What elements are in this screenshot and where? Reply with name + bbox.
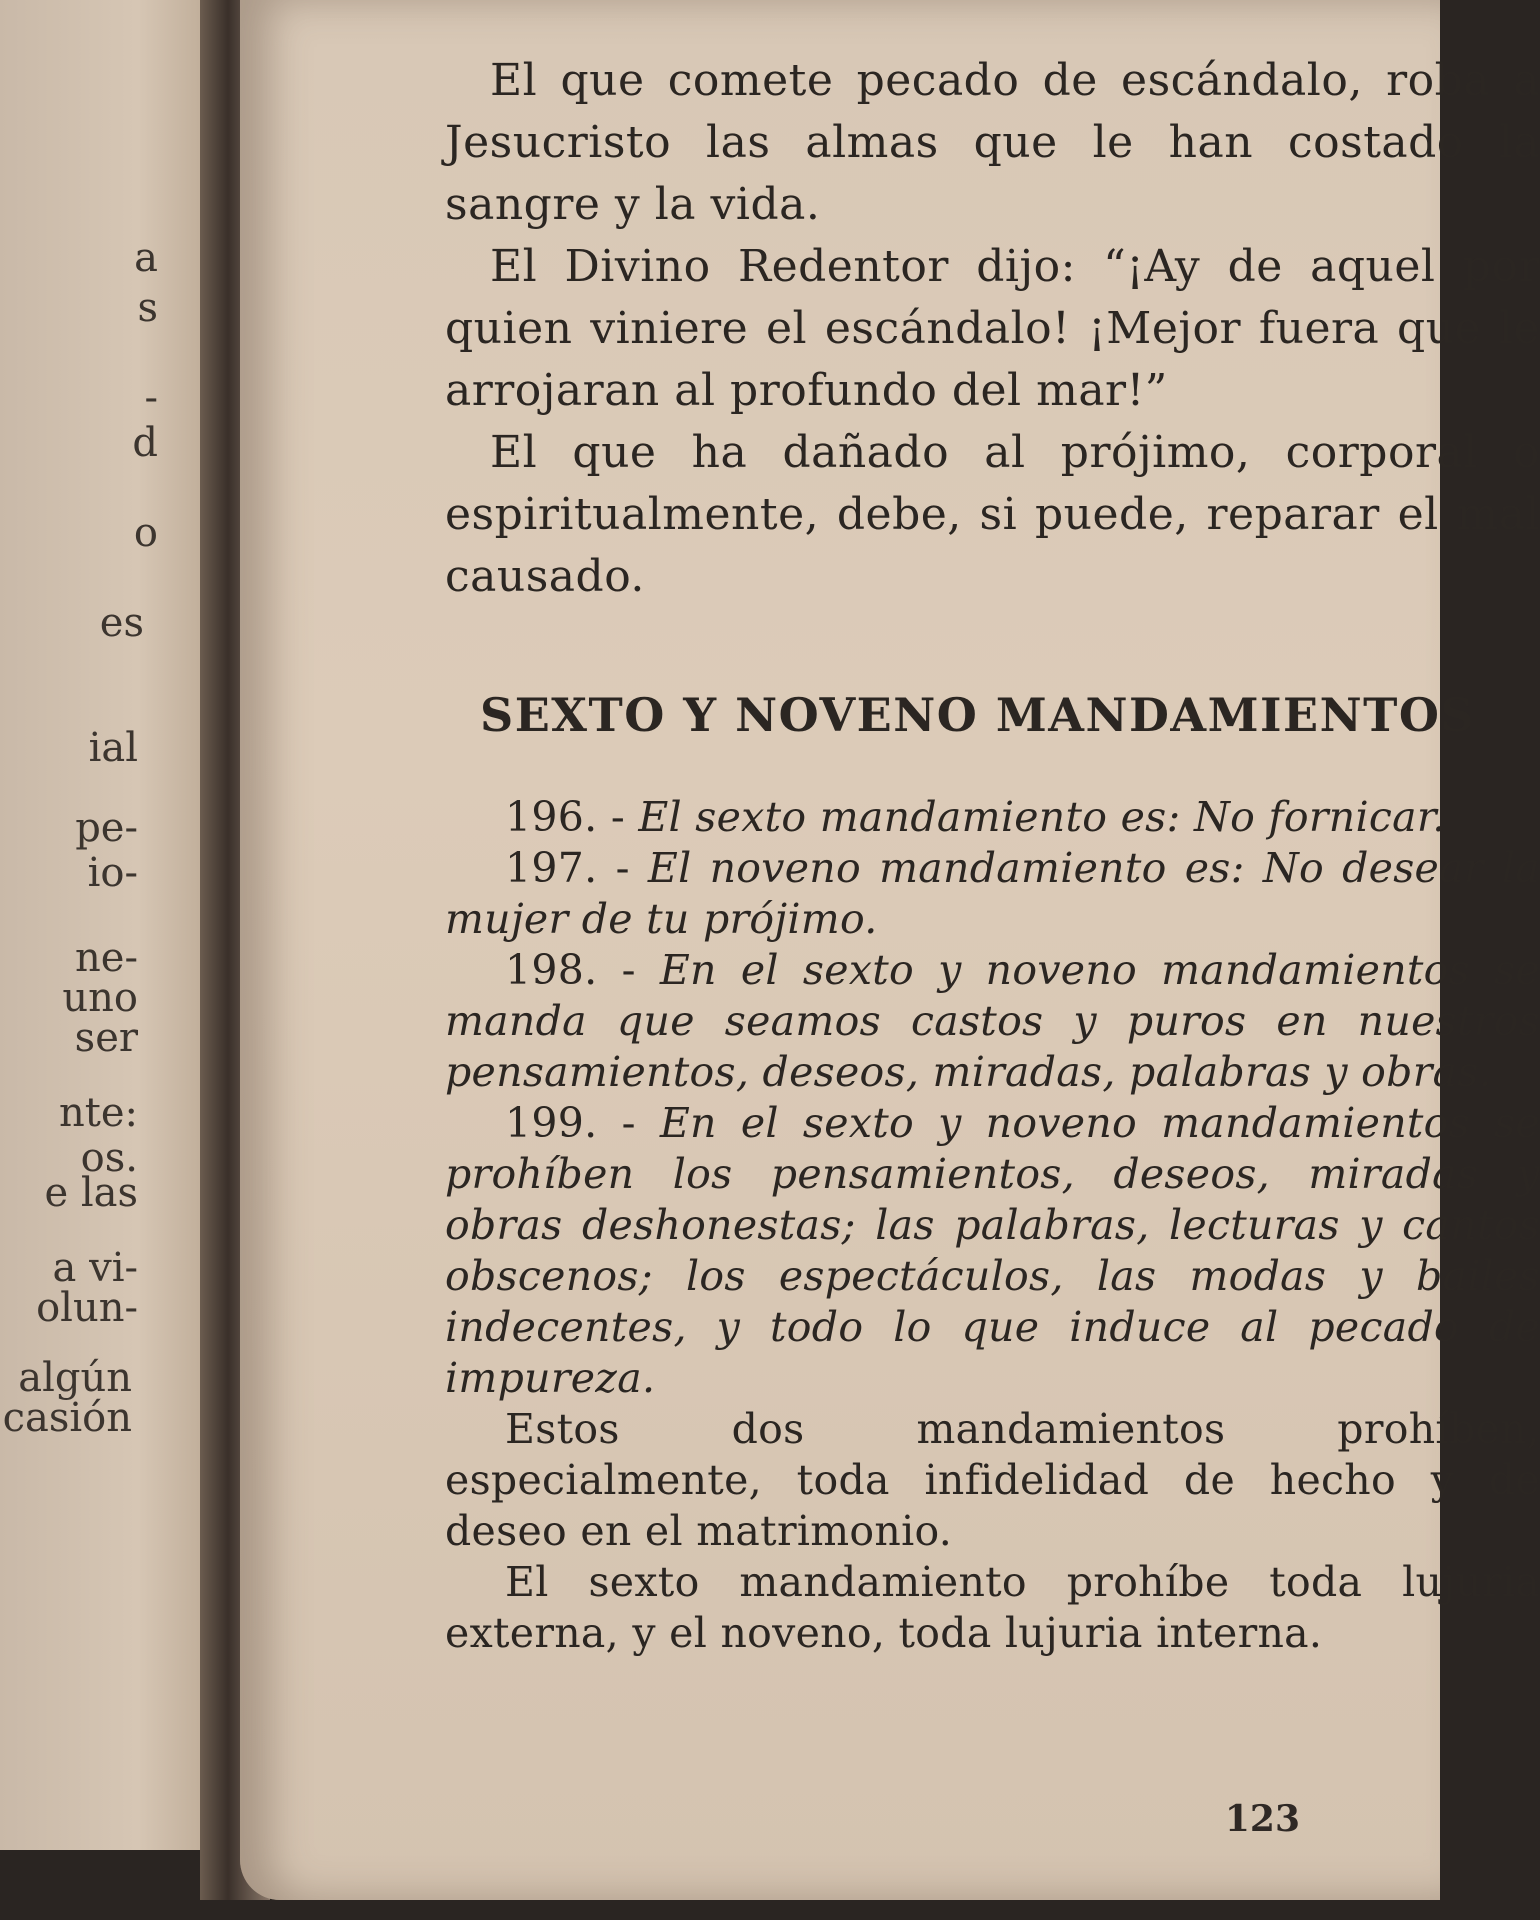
- book-page: [240, 0, 1540, 1900]
- section-heading: SEXTO Y NOVENO MANDAMIENTOS: [480, 688, 1476, 742]
- page-number: 123: [1224, 1798, 1300, 1840]
- left-fragment: e las: [44, 1170, 138, 1216]
- left-fragment: nte:: [59, 1090, 138, 1136]
- numbered-items: [445, 792, 1540, 1659]
- left-fragment: d: [132, 420, 158, 466]
- left-fragment: ne-: [75, 935, 138, 981]
- item-number: 198. -: [505, 946, 636, 994]
- left-fragment: es: [99, 600, 144, 646]
- item-text: En el sexto y noveno mandamientos se manda que seamos castos y puros en nuestros pensamientos, deseos, miradas, palabras y obras.: [445, 946, 1540, 1096]
- paragraph: El Divino Redentor dijo: “¡Ay de aquel por quien viniere el escándalo! ¡Mejor fuera que le arrojaran al profundo del mar!”: [445, 241, 1540, 416]
- left-fragment: os.: [80, 1135, 138, 1181]
- left-fragment: o: [133, 510, 158, 556]
- numbered-item: [445, 792, 1540, 843]
- paragraph: Estos dos mandamientos prohíben, especialmente, toda infidelidad de hecho y de deseo en el matrimonio.: [445, 1405, 1540, 1555]
- left-fragment: casión: [2, 1395, 132, 1441]
- item-text: El sexto mandamiento es: No fornicar.: [638, 793, 1446, 841]
- left-fragment: a: [134, 235, 158, 281]
- left-fragment: ial: [88, 725, 138, 771]
- left-fragment: ser: [74, 1015, 138, 1061]
- left-page-text-fragments: [0, 0, 230, 1850]
- paragraph: El que ha dañado al prójimo, corporal o espiritualmente, debe, si puede, reparar el mal causado.: [445, 427, 1540, 602]
- left-fragment: uno: [62, 975, 138, 1021]
- left-fragment: io-: [87, 850, 138, 896]
- left-fragment: a vi-: [52, 1245, 138, 1291]
- numbered-item: [445, 945, 1540, 1098]
- top-paragraphs: [445, 50, 1540, 608]
- item-text: El noveno mandamiento es: No desear la mujer de tu prójimo.: [445, 844, 1540, 943]
- item-number: 197. -: [505, 844, 630, 892]
- paragraph: El sexto mandamiento prohíbe toda lujuria externa, y el noveno, toda lujuria interna.: [445, 1558, 1540, 1657]
- left-fragment: algún: [18, 1355, 132, 1401]
- item-text: En el sexto y noveno mandamientos se prohíben los pensamientos, deseos, miradas y obras deshonestas; las palabras, lecturas y cantos obscenos; los espectáculos, las modas y bailes indecentes, y todo lo que induce al pecado de impureza.: [445, 1099, 1540, 1402]
- item-number: 199. -: [505, 1099, 636, 1147]
- numbered-item: [445, 1098, 1540, 1404]
- left-fragment: -: [144, 375, 158, 421]
- page-content: [445, 50, 1540, 1659]
- left-fragment: s: [137, 285, 158, 331]
- item-number: 196. -: [505, 793, 625, 841]
- left-fragment: olun-: [36, 1285, 138, 1331]
- numbered-item: [445, 843, 1540, 945]
- paragraph: El que comete pecado de escándalo, roba a Jesucristo las almas que le han costado la sangre y la vida.: [445, 55, 1540, 230]
- left-fragment: pe-: [75, 805, 138, 851]
